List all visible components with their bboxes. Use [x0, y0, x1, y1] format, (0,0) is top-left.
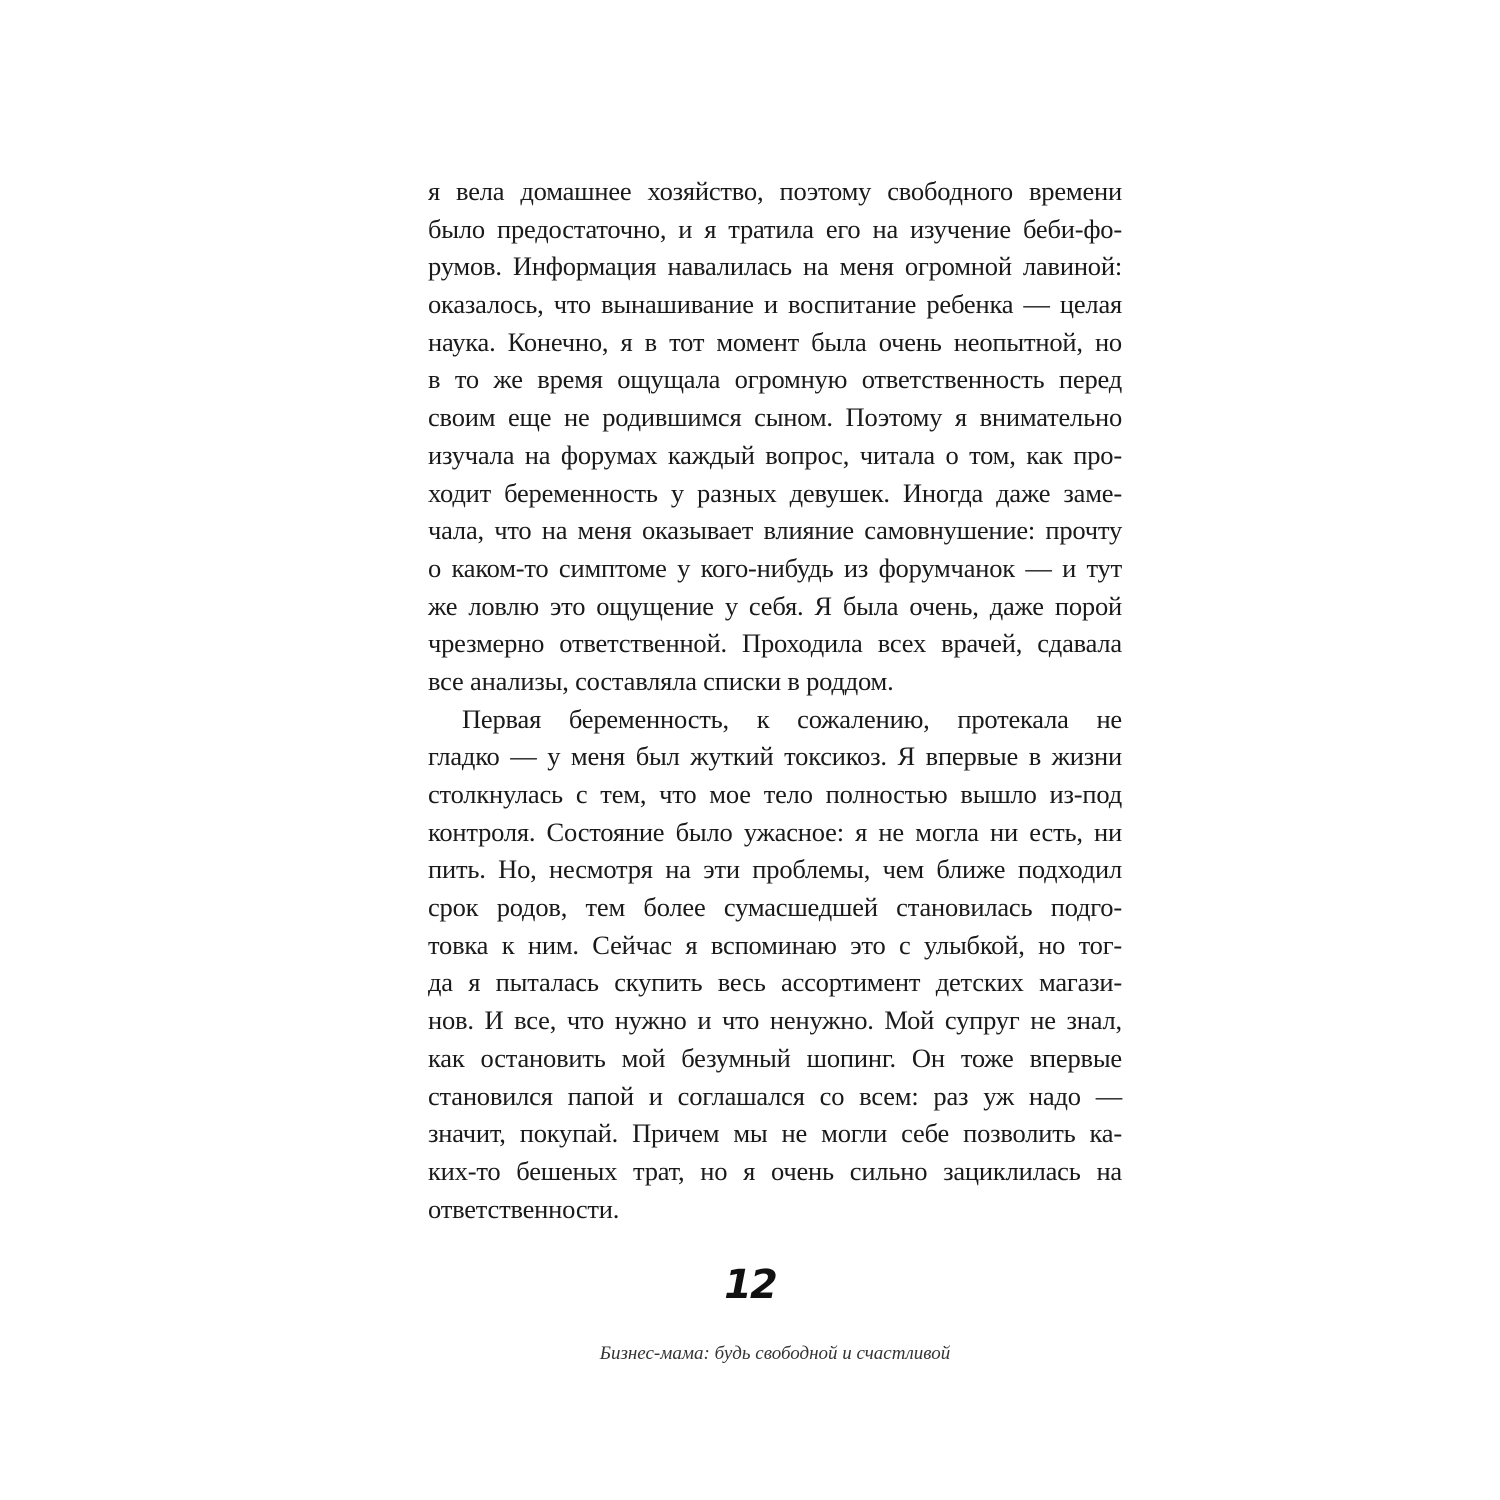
- text-line: наука. Конечно, я в тот момент была очень неопытной, но: [428, 326, 1122, 357]
- page-number: 12: [724, 1262, 776, 1308]
- paragraph-2: [428, 701, 1122, 1229]
- text-line: изучала на форумах каждый вопрос, читала о том, как про-: [428, 439, 1122, 470]
- text-line: столкнулась с тем, что мое тело полностью вышло из-под: [428, 779, 1122, 809]
- text-line: контроля. Состояние было ужасное: я не могла ни есть, ни: [428, 816, 1122, 847]
- text-line: о каком-то симптоме у кого-нибудь из форумчанок — и тут: [428, 552, 1122, 583]
- text-line: в то же время ощущала огромную ответственность перед: [428, 364, 1122, 395]
- body-text: [428, 173, 1122, 1228]
- text-line: ходит беременность у разных девушек. Иногда даже заме-: [428, 477, 1122, 508]
- text-line: товка к ним. Сейчас я вспоминаю это с улыбкой, но тог-: [428, 929, 1122, 960]
- running-footer: Бизнес-мама: будь свободной и счастливой: [599, 1343, 951, 1364]
- text-line: же ловлю это ощущение у себя. Я была очень, даже порой: [428, 590, 1122, 621]
- text-line: Первая беременность, к сожалению, протекала не: [462, 703, 1122, 734]
- text-line: ких-то бешеных трат, но я очень сильно зациклилась на: [428, 1155, 1122, 1186]
- text-line: становился папой и соглашался со всем: раз уж надо —: [428, 1080, 1122, 1111]
- text-line: своим еще не родившимся сыном. Поэтому я внимательно: [428, 402, 1122, 433]
- text-line: чрезмерно ответственной. Проходила всех врачей, сдавала: [428, 628, 1122, 659]
- text-line: гладко — у меня был жуткий токсикоз. Я впервые в жизни: [428, 741, 1122, 772]
- text-line: ответственности.: [428, 1193, 620, 1224]
- text-line: все анализы, составляла списки в роддом.: [428, 665, 894, 696]
- text-line: чала, что на меня оказывает влияние самовнушение: прочту: [428, 515, 1122, 546]
- text-line: да я пыталась скупить весь ассортимент детских магази-: [428, 967, 1122, 998]
- text-line: было предостаточно, и я тратила его на изучение беби-фо-: [428, 213, 1122, 244]
- text-line: оказалось, что вынашивание и воспитание ребенка — целая: [428, 289, 1122, 320]
- text-line: значит, покупай. Причем мы не могли себе позволить ка-: [428, 1118, 1122, 1149]
- text-line: нов. И все, что нужно и что ненужно. Мой супруг не знал,: [428, 1005, 1122, 1036]
- text-line: румов. Информация навалилась на меня огромной лавиной:: [428, 251, 1122, 282]
- text-line: срок родов, тем более сумасшедшей становилась подго-: [428, 892, 1122, 923]
- text-line: как остановить мой безумный шопинг. Он тоже впервые: [428, 1042, 1122, 1073]
- text-line: пить. Но, несмотря на эти проблемы, чем ближе подходил: [428, 854, 1122, 885]
- paragraph-1: [428, 173, 1122, 701]
- text-line: я вела домашнее хозяйство, поэтому свободного времени: [428, 176, 1122, 206]
